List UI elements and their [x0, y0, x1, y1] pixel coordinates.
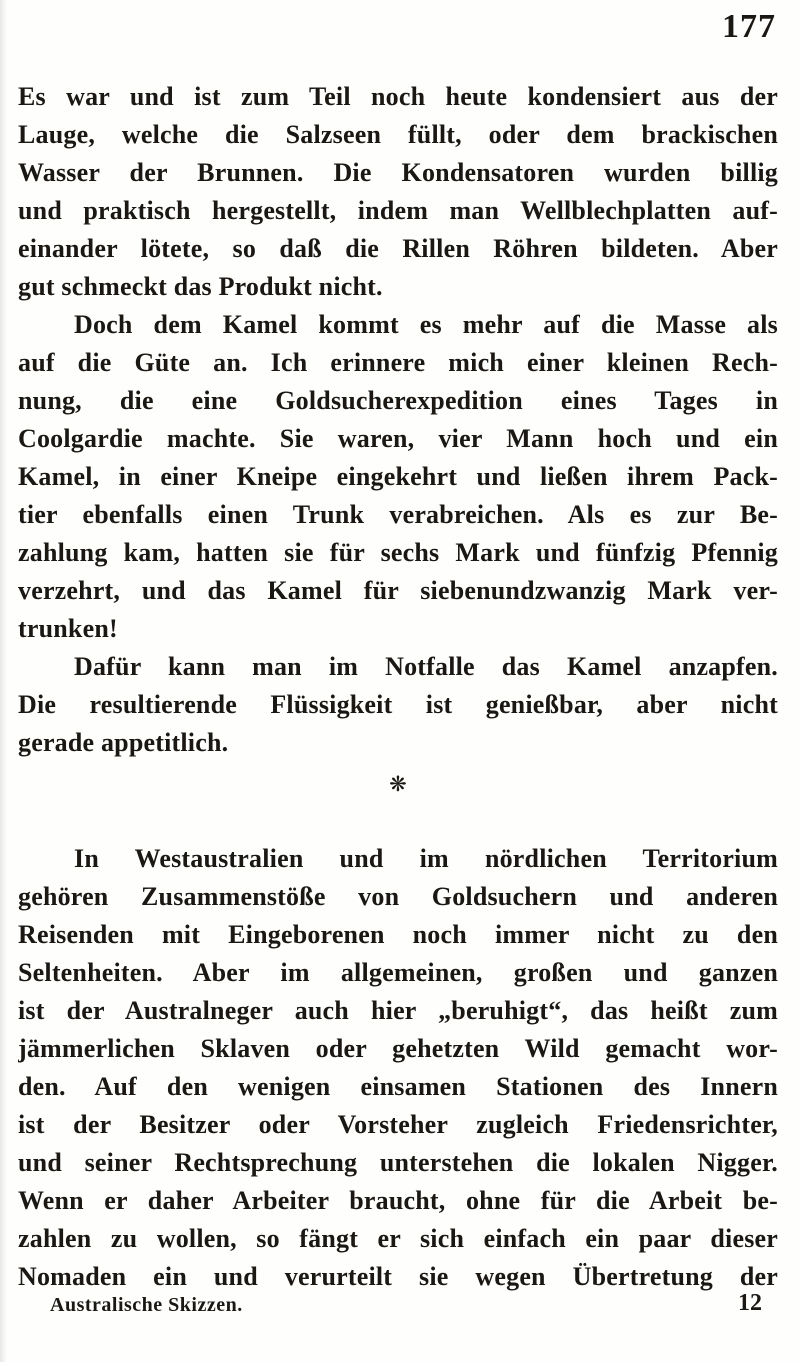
text-line: Wenn er daher Arbeiter braucht, ohne für die Arbeit be- — [18, 1186, 778, 1215]
text-line: gut schmeckt das Produkt nicht. — [18, 272, 383, 301]
text-line: Doch dem Kamel kommt es mehr auf die Masse als — [74, 310, 778, 339]
text-line: gerade appetitlich. — [18, 728, 229, 757]
text-line: Lauge, welche die Salzseen füllt, oder dem brackischen — [18, 120, 778, 149]
page-number: 177 — [722, 8, 776, 45]
paragraph-condensers — [18, 78, 778, 306]
text-line: trunken! — [18, 614, 118, 643]
text-line: jämmerlichen Sklaven oder gehetzten Wild gemacht wor- — [18, 1034, 778, 1063]
section-divider-ornament: ❋ — [389, 772, 407, 796]
paragraph-tapping-camel — [18, 648, 778, 762]
text-line: zahlen zu wollen, so fängt er sich einfach ein paar dieser — [18, 1224, 778, 1253]
text-line: ist der Australneger auch hier „beruhigt“, das heißt zum — [18, 996, 778, 1025]
text-line: auf die Güte an. Ich erinnere mich einer kleinen Rech- — [18, 348, 778, 377]
paragraph-camel-bill — [18, 306, 778, 648]
text-line: verzehrt, und das Kamel für siebenundzwanzig Mark ver- — [18, 576, 778, 605]
footer-book-signature: Australische Skizzen. — [50, 1294, 243, 1316]
body-text — [18, 78, 778, 1296]
text-line: tier ebenfalls einen Trunk verabreichen. Als es zur Be- — [18, 500, 778, 529]
text-line: Dafür kann man im Notfalle das Kamel anzapfen. — [74, 652, 778, 681]
text-line: Nomaden ein und verurteilt sie wegen Übertretung der — [18, 1262, 778, 1291]
text-line: nung, die eine Goldsucherexpedition eines Tages in — [18, 386, 778, 415]
text-line: Kamel, in einer Kneipe eingekehrt und ließen ihrem Pack- — [18, 462, 778, 491]
text-line: und seiner Rechtsprechung unterstehen die lokalen Nigger. — [18, 1148, 778, 1177]
footer-sheet-number: 12 — [738, 1290, 762, 1316]
text-line: den. Auf den wenigen einsamen Stationen des Innern — [18, 1072, 778, 1101]
text-line: einander lötete, so daß die Rillen Röhren bildeten. Aber — [18, 234, 778, 263]
text-line: In Westaustralien und im nördlichen Territorium — [74, 844, 778, 873]
text-line: Seltenheiten. Aber im allgemeinen, großen und ganzen — [18, 958, 778, 987]
text-line: ist der Besitzer oder Vorsteher zugleich Friedensrichter, — [18, 1110, 778, 1139]
text-line: gehören Zusammenstöße von Goldsuchern und anderen — [18, 882, 778, 911]
text-line: Coolgardie machte. Sie waren, vier Mann hoch und ein — [18, 424, 778, 453]
text-line: Wasser der Brunnen. Die Kondensatoren wurden billig — [18, 158, 778, 187]
text-line: zahlung kam, hatten sie für sechs Mark und fünfzig Pfennig — [18, 538, 778, 567]
paragraph-west-australia — [18, 840, 778, 1296]
text-line: Die resultierende Flüssigkeit ist genießbar, aber nicht — [18, 690, 778, 719]
text-line: Reisenden mit Eingeborenen noch immer nicht zu den — [18, 920, 778, 949]
text-line: Es war und ist zum Teil noch heute kondensiert aus der — [18, 82, 778, 111]
text-line: und praktisch hergestellt, indem man Wellblechplatten auf- — [18, 196, 778, 225]
